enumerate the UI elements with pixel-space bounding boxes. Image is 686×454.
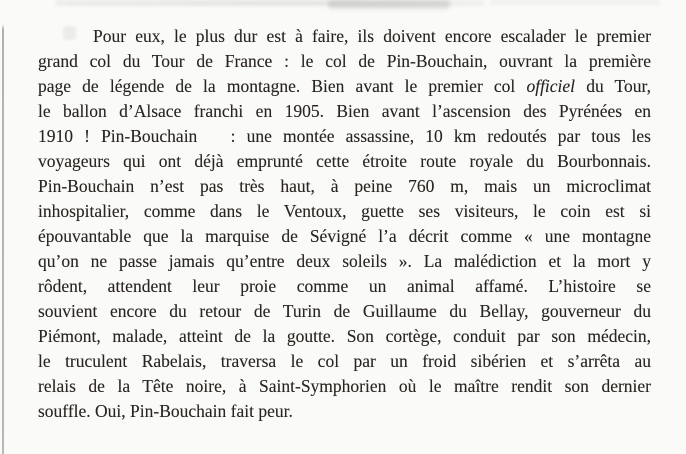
text-segment: épouvantable que la marquise de Sévigné l’a décrit comme « une montagne [38,226,651,246]
paragraph [38,24,651,424]
text-line [38,374,651,399]
text-segment: souvient encore du retour de Turin de Guillaume du Bellay, gouverneur du [38,301,651,321]
text-line [38,324,651,349]
text-line [38,299,651,324]
text-segment: qu’on ne passe jamais qu’entre deux soleils ». La malédiction et la mort y [38,251,651,271]
text-segment: le truculent Rabelais, traversa le col par un froid sibérien et s’arrêta au [38,351,651,371]
text-line [38,74,651,99]
text-segment: du Tour, [575,76,652,96]
text-segment: relais de la Tête noire, à Saint-Symphorien où le maître rendit son dernier [38,376,651,396]
text-segment: souffle. Oui, Pin-Bouchain fait peur. [38,401,293,421]
text-segment: Pour eux, le plus dur est à faire, ils doivent encore escalader le premier [93,26,651,46]
page-edge-line [2,24,4,454]
text-segment: rôdent, attendent leur proie comme un animal affamé. L’histoire se [38,276,651,296]
text-line [38,199,651,224]
text-line [38,349,651,374]
text-line [38,99,651,124]
text-segment: le ballon d’Alsace franchi en 1905. Bien avant l’ascension des Pyrénées en [38,101,651,121]
italic-text-segment: officiel [526,76,576,96]
text-line [38,399,651,424]
top-scan-artifact [55,0,485,6]
text-segment: inhospitalier, comme dans le Ventoux, guette ses visiteurs, le coin est si [38,201,651,221]
text-line [38,249,651,274]
text-segment: grand col du Tour de France : le col de Pin-Bouchain, ouvrant la première [38,51,651,71]
text-segment: 1910 ! Pin-Bouchain : une montée assassine, 10 km redoutés par tous les [38,126,651,146]
text-segment: Piémont, malade, atteint de la goutte. Son cortège, conduit par son médecin, [38,326,651,346]
text-line [38,49,651,74]
text-segment: Pin-Bouchain n’est pas très haut, à peine 760 m, mais un microclimat [38,176,651,196]
text-line [38,174,651,199]
top-scan-artifact-dark [328,0,450,9]
text-segment: voyageurs qui ont déjà emprunté cette étroite route royale du Bourbonnais. [38,151,651,171]
text-line [38,149,651,174]
text-line [38,274,651,299]
text-line [38,24,651,49]
text-line [38,124,651,149]
text-segment: page de légende de la montagne. Bien avant le premier col [38,76,527,96]
top-scan-artifact-right [490,0,660,5]
text-line [38,224,651,249]
